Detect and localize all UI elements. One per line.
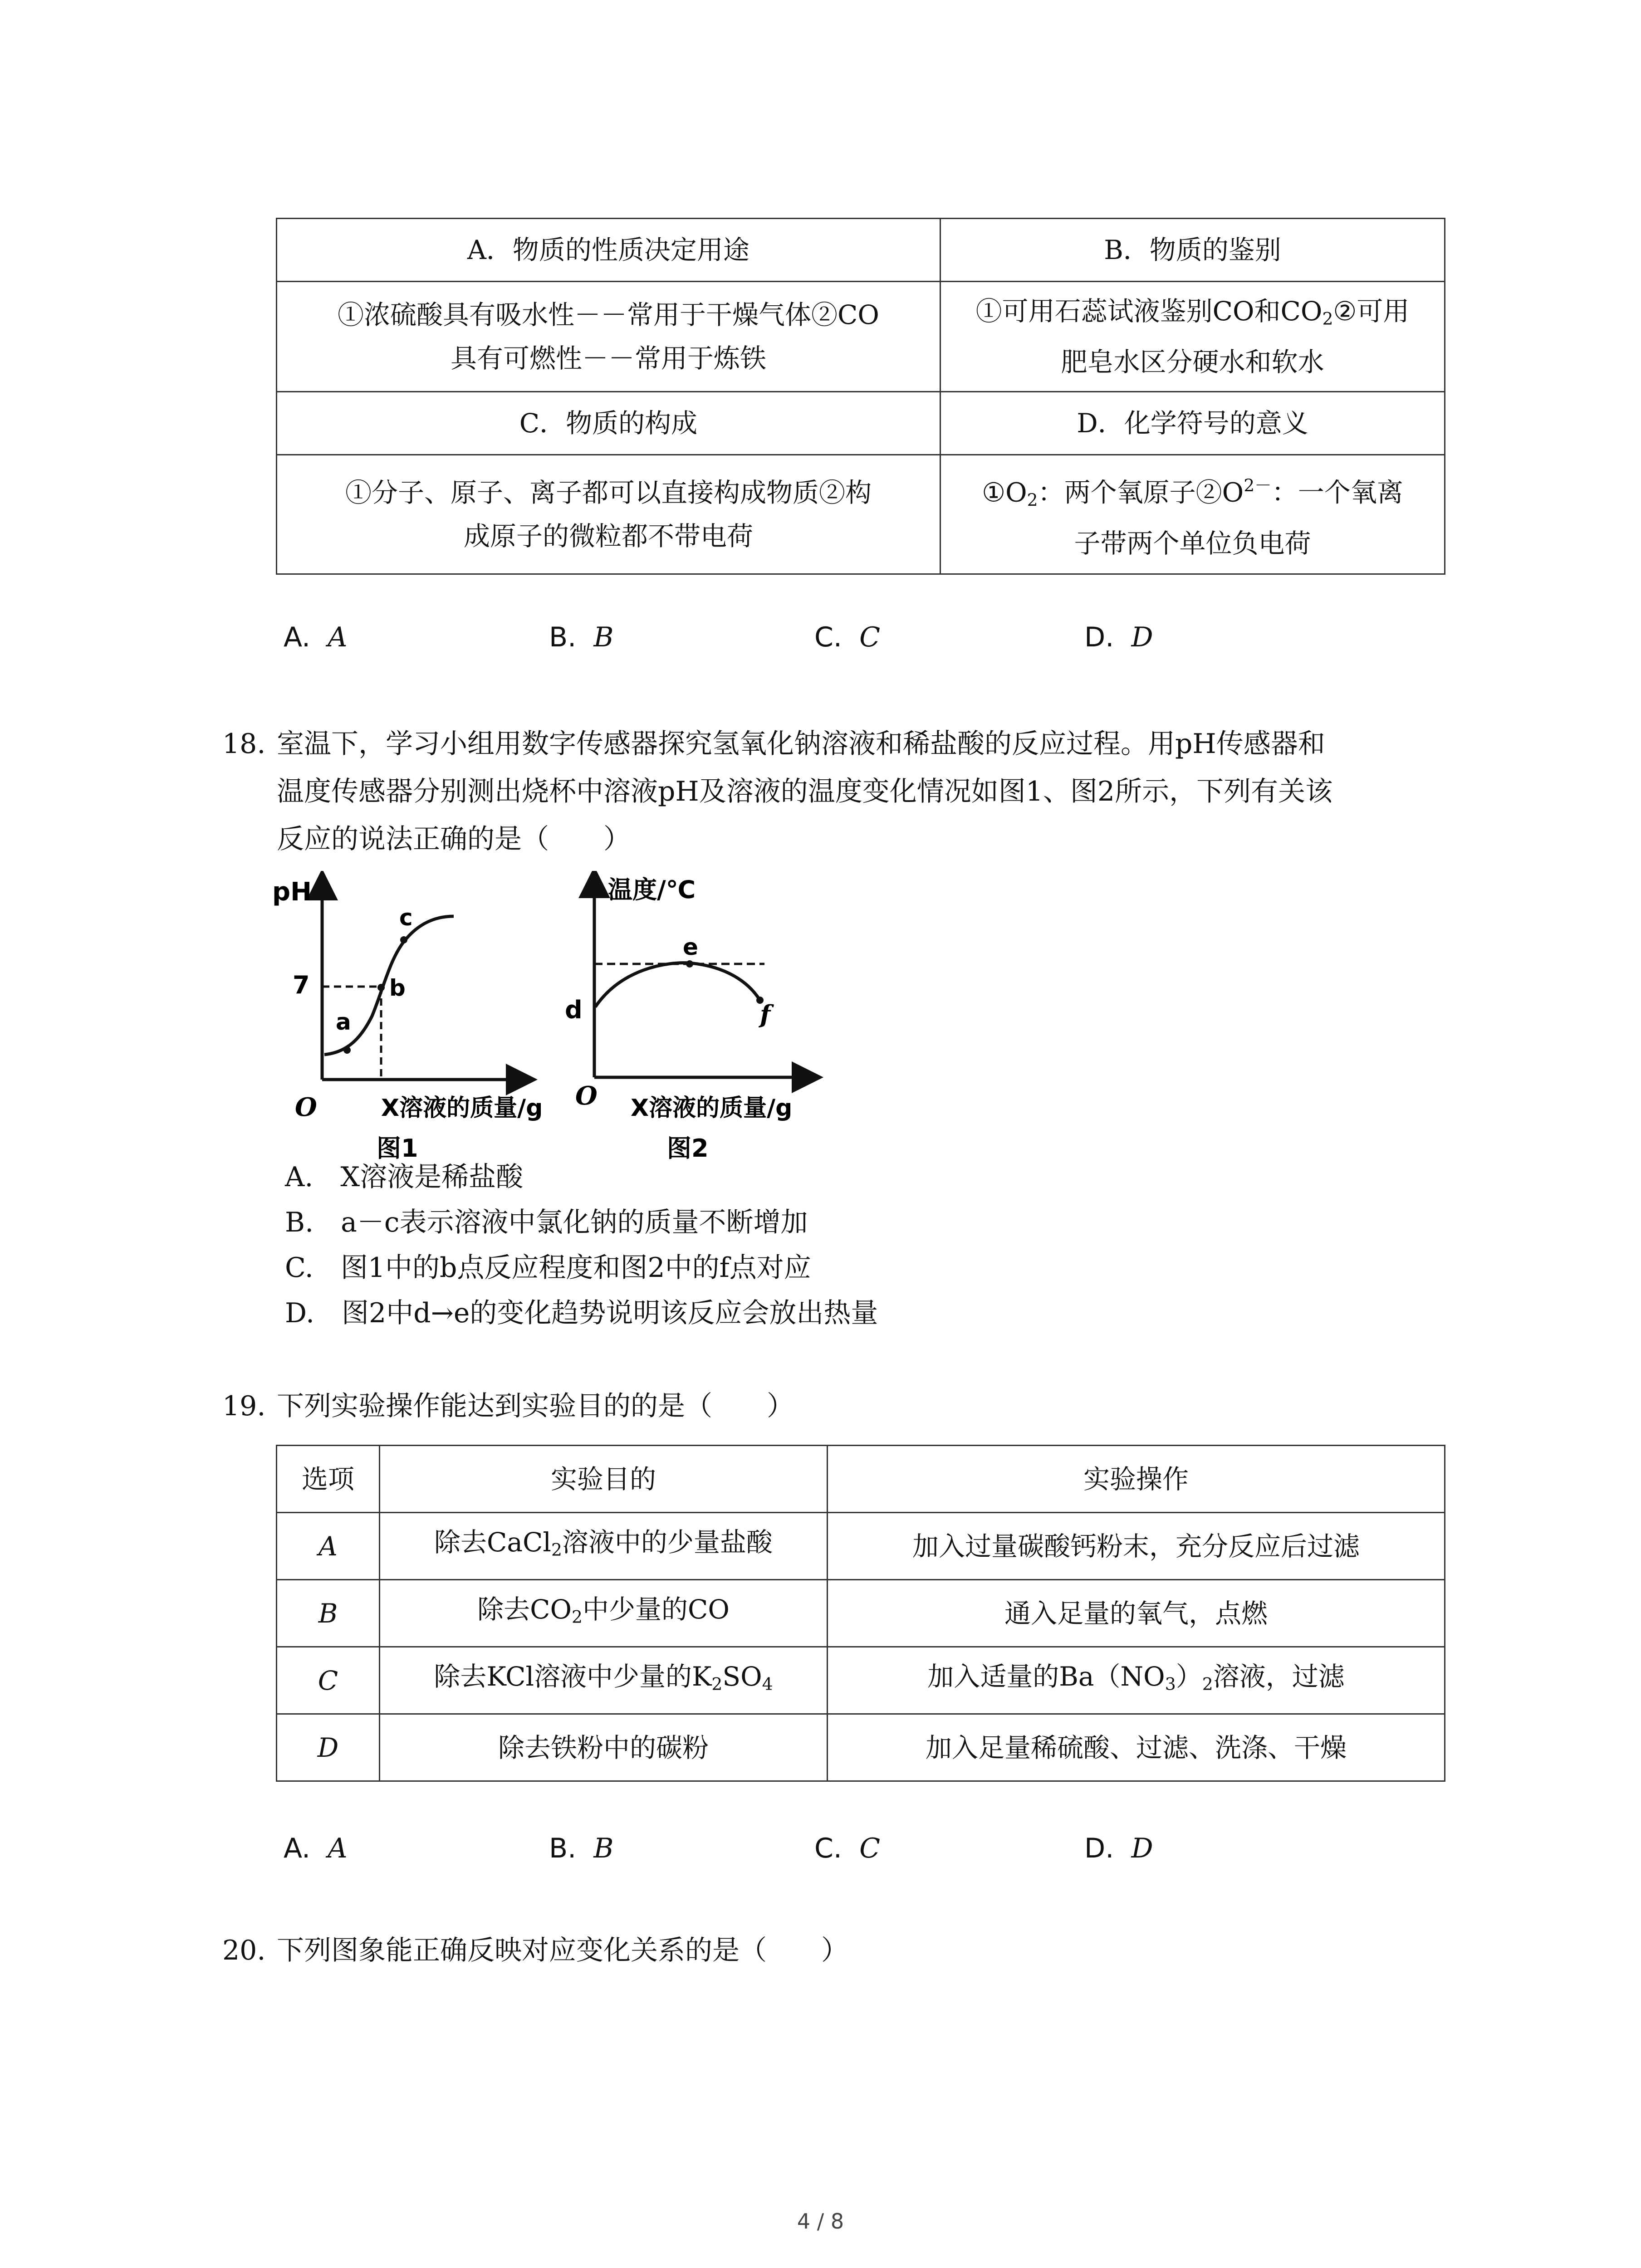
table-row — [277, 1647, 1445, 1714]
q20-stem: 下列图象能正确反映对应变化关系的是（ ） — [277, 1935, 848, 1966]
experiment-table — [276, 1445, 1445, 1782]
row-operation: 加入适量的$Ba(NO_3)_2$溶液，过滤 — [828, 1647, 1445, 1714]
fig2-point-e — [686, 960, 693, 968]
q18-option-a: A. X溶液是稀盐酸 — [285, 1161, 524, 1193]
row-option: A — [277, 1513, 380, 1580]
fig1-ylabel: pH — [272, 877, 312, 907]
header-option: 选项 — [277, 1446, 380, 1513]
cell-c-body: ①分子、原子、离子都可以直接构成物质②构 成原子的微粒都不带电荷 — [277, 455, 941, 574]
q19-option-c: C. C — [814, 1833, 881, 1864]
fig1-point-c — [400, 936, 407, 943]
header-operation: 实验操作 — [828, 1446, 1445, 1513]
q18-option-c: C. 图1中的b点反应程度和图2中的f点对应 — [285, 1252, 811, 1284]
q19-stem: 下列实验操作能达到实验目的的是（ ） — [277, 1390, 794, 1422]
row-option: B — [277, 1580, 380, 1647]
q18-line3: 反应的说法正确的是（ ） — [277, 823, 631, 855]
options-table — [276, 218, 1445, 575]
cell-b-body: ①可用石蕊试液鉴别CO和$CO_2②$可用 肥皂水区分硬水和软水 — [941, 282, 1445, 392]
q18-figures — [268, 871, 857, 1161]
q18-option-b: B. a－c表示溶液中氯化钠的质量不断增加 — [285, 1207, 808, 1238]
cell-d-header: D．化学符号的意义 — [941, 392, 1445, 455]
fig1-point-a — [343, 1046, 351, 1054]
row-option: C — [277, 1647, 380, 1714]
fig2-xlabel: X溶液的质量/g — [631, 1095, 793, 1122]
table-row — [277, 1580, 1445, 1647]
row-operation: 加入过量碳酸钙粉末，充分反应后过滤 — [828, 1513, 1445, 1580]
table-row — [277, 1513, 1445, 1580]
row-purpose: 除去KCl溶液中少量的$K_2SO_4$ — [380, 1647, 828, 1714]
q20-number: 20. — [222, 1935, 266, 1966]
q17-option-a: A. A — [284, 621, 348, 653]
q17-option-c: C. C — [814, 621, 881, 653]
fig2-label-d: d — [565, 996, 583, 1024]
header-purpose: 实验目的 — [380, 1446, 828, 1513]
cell-b-header: B．物质的鉴别 — [941, 219, 1445, 282]
q17-option-b: B. B — [549, 621, 614, 653]
fig2 — [565, 875, 808, 1161]
fig1 — [272, 877, 543, 1161]
fig1-point-b — [377, 984, 385, 991]
q19-option-d: D. D — [1084, 1833, 1153, 1864]
fig1-label-c: c — [399, 904, 413, 931]
fig2-curve — [595, 963, 760, 1007]
fig1-label-b: b — [389, 975, 406, 1001]
table-row — [277, 1714, 1445, 1781]
q19-option-b: B. B — [549, 1833, 614, 1864]
cell-d-body: $①O_2$：两个氧原子$②O^{2-}$：一个氧离 子带两个单位负电荷 — [941, 455, 1445, 574]
table-header-row — [277, 1446, 1445, 1513]
row-purpose: 除去CaCl$_2$溶液中的少量盐酸 — [380, 1513, 828, 1580]
row-operation: 加入足量稀硫酸、过滤、洗涤、干燥 — [828, 1714, 1445, 1781]
fig2-caption: 图2 — [667, 1134, 709, 1161]
q18-number: 18. — [222, 728, 266, 760]
fig1-tick7: 7 — [293, 971, 310, 999]
fig2-ylabel: 温度/℃ — [608, 875, 696, 904]
q18-option-d: D. 图2中d→e的变化趋势说明该反应会放出热量 — [285, 1297, 878, 1329]
fig1-caption: 图1 — [377, 1134, 418, 1161]
q19-option-a: A. A — [284, 1833, 348, 1864]
fig2-label-f: f — [760, 1000, 771, 1029]
row-purpose: 除去$CO_2$中少量的CO — [380, 1580, 828, 1647]
q17-option-d: D. D — [1084, 621, 1153, 653]
row-option: D — [277, 1714, 380, 1781]
page-number: 4 / 8 — [797, 2209, 844, 2234]
fig1-xlabel: X溶液的质量/g — [381, 1095, 543, 1122]
cell-a-body: ①浓硫酸具有吸水性－－常用于干燥气体②CO 具有可燃性－－常用于炼铁 — [277, 282, 941, 392]
q18-line2: 温度传感器分别测出烧杯中溶液pH及溶液的温度变化情况如图1、图2所示，下列有关该 — [277, 776, 1333, 807]
cell-a-header: A．物质的性质决定用途 — [277, 219, 941, 282]
row-operation: 通入足量的氧气，点燃 — [828, 1580, 1445, 1647]
fig1-origin: O — [295, 1092, 317, 1122]
q18-line1: 室温下，学习小组用数字传感器探究氢氧化钠溶液和稀盐酸的反应过程。用pH传感器和 — [277, 728, 1325, 760]
cell-c-header: C．物质的构成 — [277, 392, 941, 455]
fig2-origin: O — [575, 1081, 598, 1111]
q19-number: 19. — [222, 1390, 266, 1422]
fig1-label-a: a — [336, 1009, 351, 1035]
row-purpose: 除去铁粉中的碳粉 — [380, 1714, 828, 1781]
fig2-label-e: e — [683, 934, 698, 960]
